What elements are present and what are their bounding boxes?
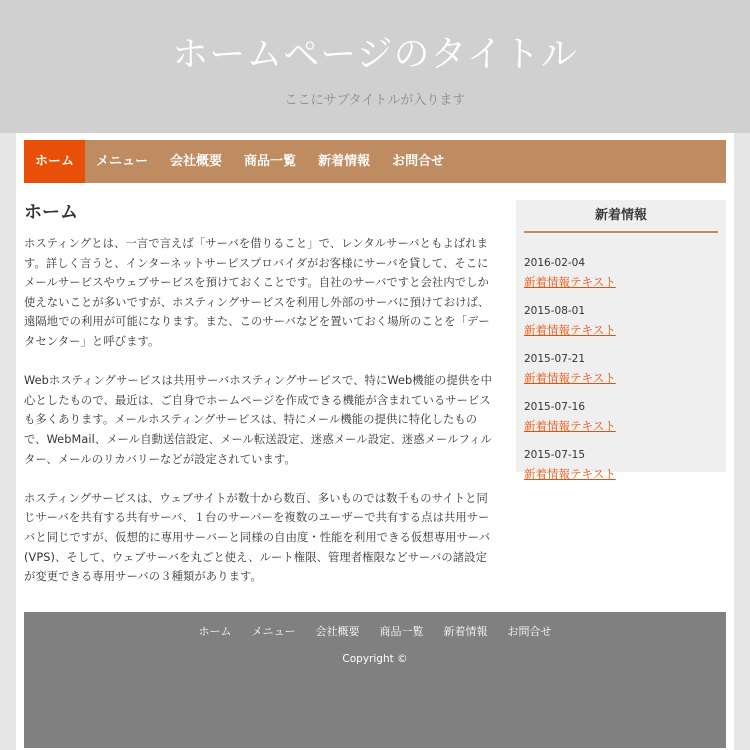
sidebar-news	[516, 200, 726, 481]
footer-link-company[interactable]: 会社概要	[315, 625, 360, 638]
news-date: 2015-07-15	[524, 449, 586, 461]
footer-link-news[interactable]: 新着情報	[443, 625, 488, 638]
news-link[interactable]: 新着情報テキスト	[524, 275, 616, 289]
nav-item-contact[interactable]: お問合せ	[392, 154, 445, 169]
news-item	[524, 351, 718, 387]
global-nav	[24, 140, 726, 183]
body-paragraph: ホスティングサービスは、ウェブサイトが数十から数百、多いものでは数千ものサイトと同じサーバを共有する共有サーバ、１台のサーバーを複数のユーザーで共有する点は共用サーバと同じですが、仮想的に専用サーバーと同様の自由度・性能を利用できる仮想専用サーバ(VPS)、そして、ウェブサーバを丸ごと使え、ルート権限、管理者権限などサーバの諸設定が変更できる専用サーバの３種類があります。	[24, 491, 491, 584]
footer-link-products[interactable]: 商品一覧	[379, 625, 424, 638]
news-item	[524, 399, 718, 435]
news-item	[524, 447, 718, 483]
news-item	[524, 255, 718, 291]
news-date: 2016-02-04	[524, 257, 586, 269]
footer-nav	[24, 612, 726, 640]
body-paragraph: ホスティングとは、一言で言えば「サーバを借りること」で、レンタルサーバともよばれます。詳しく言うと、インターネットサービスプロバイダがお客様にサーバを貸して、そこにメールサービスやウェブサービスを預けておくことです。自社のサーバですと会社内でしか使えないことが多いですが、ホスティングサービスを利用し外部のサーバに預けておけば、遠隔地での利用が可能になります。また、このサーバなどを置いておく場所のことを「データセンター」と呼びます。	[24, 237, 490, 348]
news-item	[524, 303, 718, 339]
news-link[interactable]: 新着情報テキスト	[524, 467, 616, 481]
nav-item-news[interactable]: 新着情報	[318, 154, 371, 169]
news-date: 2015-07-16	[524, 401, 586, 413]
news-link[interactable]: 新着情報テキスト	[524, 323, 616, 337]
main-content	[24, 202, 498, 606]
site-footer	[24, 612, 726, 748]
page-heading: ホーム	[24, 202, 78, 223]
site-subtitle: ここにサブタイトルが入ります	[284, 93, 466, 108]
nav-item-home[interactable]: ホーム	[24, 140, 85, 183]
site-header	[0, 0, 750, 133]
page-container	[16, 133, 734, 750]
nav-item-menu[interactable]: メニュー	[96, 154, 149, 169]
nav-item-company[interactable]: 会社概要	[170, 154, 223, 169]
news-date: 2015-08-01	[524, 305, 586, 317]
news-link[interactable]: 新着情報テキスト	[524, 371, 616, 385]
nav-item-products[interactable]: 商品一覧	[244, 154, 297, 169]
news-date: 2015-07-21	[524, 353, 586, 365]
sidebar-title: 新着情報	[524, 200, 718, 233]
news-link[interactable]: 新着情報テキスト	[524, 419, 616, 433]
footer-link-contact[interactable]: お問合せ	[507, 625, 552, 638]
site-title[interactable]: ホームページのタイトル	[172, 34, 578, 75]
news-list	[516, 233, 726, 483]
footer-link-menu[interactable]: メニュー	[251, 625, 296, 638]
body-paragraph: Webホスティングサービスは共用サーバホスティングサービスで、特にWeb機能の提供を中心としたもので、最近は、ご自身でホームページを作成できる機能が含まれているサービスも多くあります。メールホスティングサービスは、特にメール機能の提供に特化したもので、WebMail、メール自動送信設定、メール転送設定、迷惑メール設定、迷惑メールフィルター、メールのリカバリーなどが設定されています。	[24, 374, 493, 466]
copyright: Copyright ©	[342, 653, 408, 665]
footer-link-home[interactable]: ホーム	[198, 625, 232, 638]
